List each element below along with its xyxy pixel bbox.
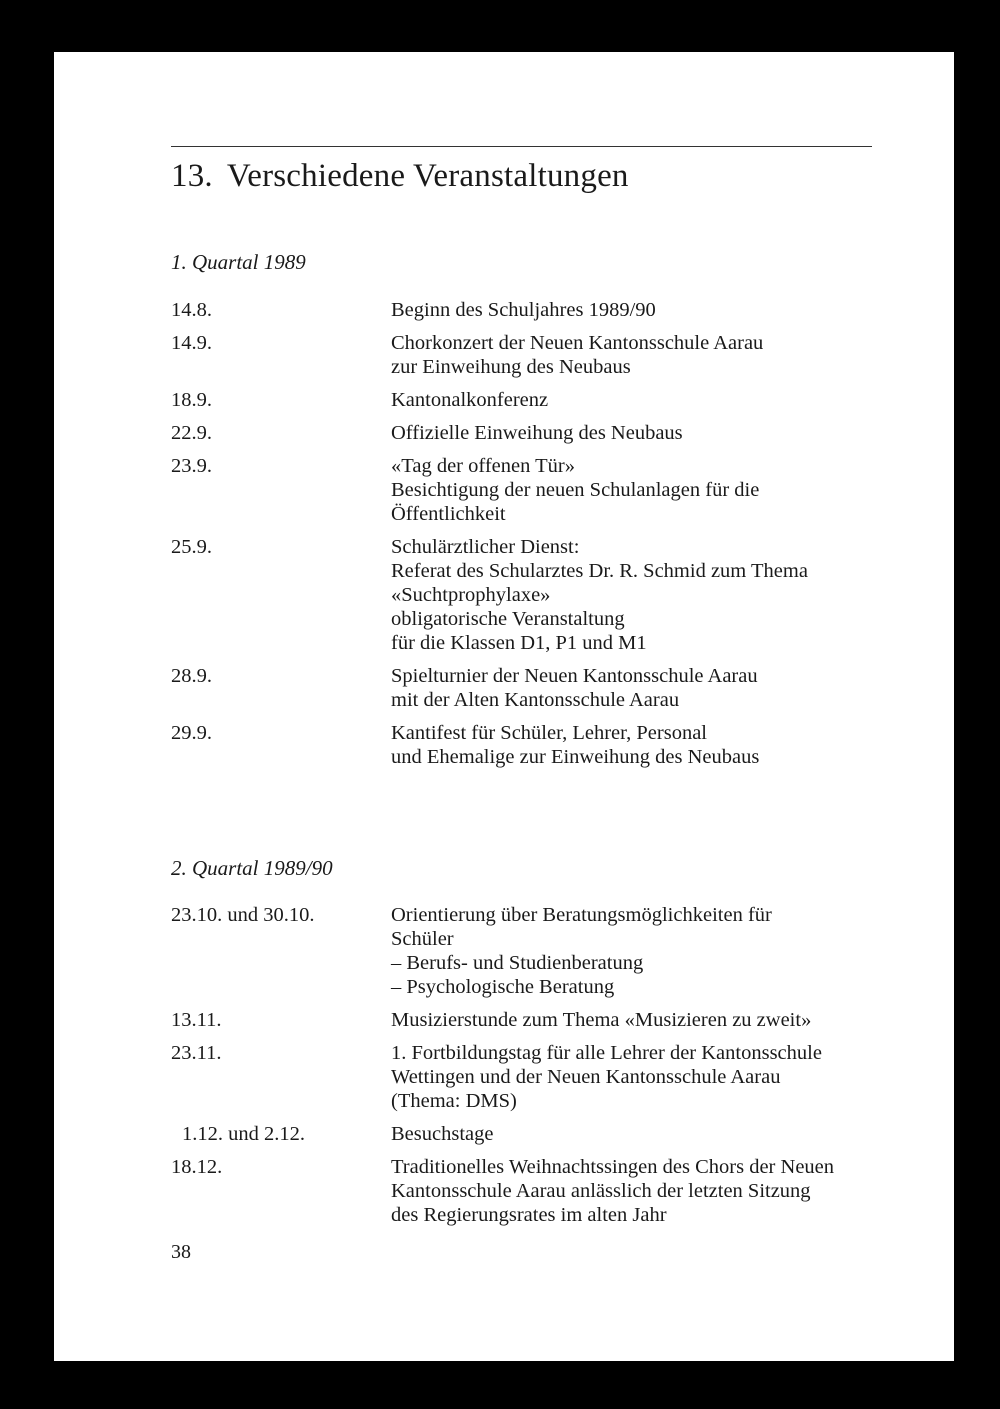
event-date: 13.11. — [171, 1009, 222, 1031]
event-date: 1.12. und 2.12. — [182, 1123, 305, 1145]
event-date: 29.9. — [171, 722, 212, 744]
event-description: Kantonalkonferenz — [391, 389, 549, 411]
event-date: 14.9. — [171, 332, 212, 354]
event-row — [171, 664, 891, 712]
event-description: Beginn des Schuljahres 1989/90 — [391, 299, 656, 321]
event-description: «Tag der offenen Tür» Besichtigung der neuen Schulanlagen für die Öffentlichkeit — [391, 455, 760, 525]
event-row — [171, 535, 891, 655]
event-date: 28.9. — [171, 665, 212, 687]
event-description: Chorkonzert der Neuen Kantonsschule Aarau zur Einweihung des Neubaus — [391, 332, 764, 378]
event-description: Schulärztlicher Dienst: Referat des Schularztes Dr. R. Schmid zum Thema «Suchtprophylaxe» obligatorische Veranstaltung für die Klassen D1, P1 und M1 — [391, 536, 808, 654]
event-row — [171, 298, 891, 322]
event-description: Spielturnier der Neuen Kantonsschule Aarau mit der Alten Kantonsschule Aarau — [391, 665, 758, 711]
event-date: 23.11. — [171, 1042, 222, 1064]
event-row — [171, 1008, 891, 1032]
event-description: 1. Fortbildungstag für alle Lehrer der Kantonsschule Wettingen und der Neuen Kantonsschule Aarau (Thema: DMS) — [391, 1042, 822, 1112]
title-rule — [171, 146, 872, 147]
event-row — [171, 1041, 891, 1113]
event-row — [171, 1155, 891, 1227]
event-row — [171, 388, 891, 412]
event-description: Musizierstunde zum Thema «Musizieren zu zweit» — [391, 1009, 812, 1031]
event-description: Kantifest für Schüler, Lehrer, Personal und Ehemalige zur Einweihung des Neubaus — [391, 722, 760, 768]
chapter-title-text: Verschiedene Veranstaltungen — [226, 158, 629, 194]
event-date: 23.10. und 30.10. — [171, 904, 315, 926]
document-page — [54, 52, 954, 1361]
event-row — [171, 331, 891, 379]
quarter-1-heading: 1. Quartal 1989 — [171, 250, 306, 274]
event-description: Orientierung über Beratungsmöglichkeiten für Schüler – Berufs- und Studienberatung – Psychologische Beratung — [391, 904, 772, 998]
event-date: 14.8. — [171, 299, 212, 321]
event-date: 23.9. — [171, 455, 212, 477]
event-description: Traditionelles Weihnachtssingen des Chors der Neuen Kantonsschule Aarau anlässlich der letzten Sitzung des Regierungsrates im alten Jahr — [391, 1156, 835, 1226]
event-date: 18.9. — [171, 389, 212, 411]
event-row — [171, 454, 891, 526]
quarter-2-event-list — [171, 903, 891, 1236]
event-date: 25.9. — [171, 536, 212, 558]
event-row — [171, 1122, 891, 1146]
quarter-2-heading: 2. Quartal 1989/90 — [171, 856, 333, 880]
chapter-number: 13. — [171, 158, 213, 194]
event-date: 18.12. — [171, 1156, 223, 1178]
page-number: 38 — [171, 1241, 191, 1263]
chapter-title — [171, 158, 629, 195]
event-description: Besuchstage — [391, 1123, 494, 1145]
event-row — [171, 421, 891, 445]
event-date: 22.9. — [171, 422, 212, 444]
event-description: Offizielle Einweihung des Neubaus — [391, 422, 683, 444]
quarter-1-event-list — [171, 298, 891, 778]
event-row — [171, 903, 891, 999]
event-row — [171, 721, 891, 769]
